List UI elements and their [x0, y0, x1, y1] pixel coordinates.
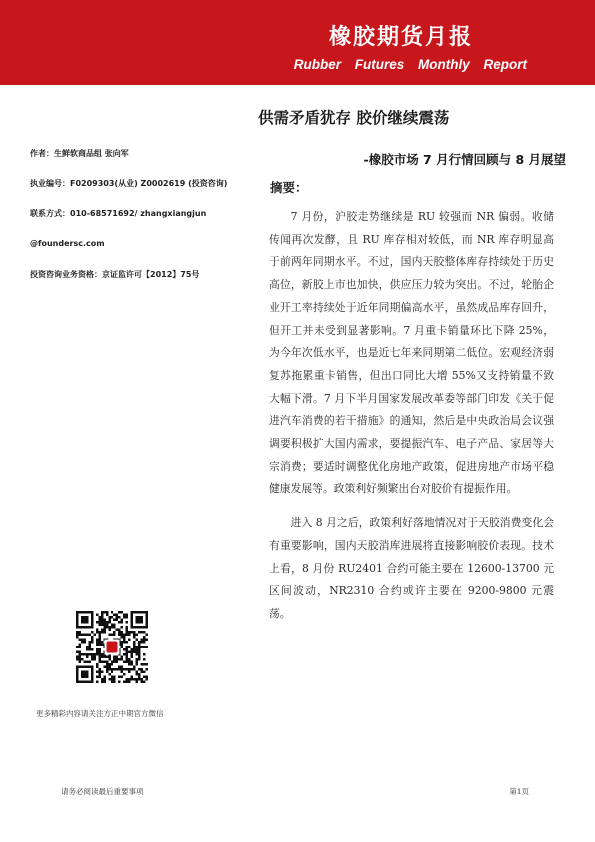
page-subtitle: -橡胶市场 7 月行情回顾与 8 月展望 [363, 152, 566, 167]
report-title-en: Rubber Futures Monthly Report [293, 57, 527, 72]
page-number: 第1页 [509, 787, 529, 796]
qr-caption: 更多精彩内容请关注方正中期官方微信 [36, 709, 164, 718]
header-banner [0, 0, 595, 85]
contact-line: 联系方式：010-68571692/ zhangxiangjun [30, 209, 207, 218]
page-title: 供需矛盾犹存 胶价继续震荡 [258, 109, 450, 127]
abstract-body [269, 206, 554, 637]
abstract-label: 摘要： [270, 180, 308, 195]
author-line: 作者：生鲜软商品组 张向军 [30, 149, 129, 158]
qualification-line: 投资咨询业务资格：京证监许可【2012】75号 [30, 270, 200, 279]
abstract-paragraph: 进入 8 月之后，政策利好落地情况对于天胶消费变化会有重要影响，国内天胶消库进展将直接影响胶价表现。技术上看，8 月份 RU2401 合约可能主要在 12600-13700 元区间波动，NR2310 合约或许主要在 9200-9800 元震荡。 [269, 516, 554, 620]
license-line: 执业编号：F0209303(从业) Z0002619 (投资咨询) [30, 179, 228, 188]
report-title-cn: 橡胶期货月报 [328, 25, 473, 50]
email-line[interactable]: @foundersc.com [30, 239, 105, 248]
abstract-paragraph: 7 月份，沪胶走势继续是 RU 较强而 NR 偏弱。收储传闻再次发酵，且 RU 库存相对较低，而 NR 库存明显高于前两年同期水平。不过，国内天胶整体库存持续处于历史高位，新胶上市也加快，供应压力较为突出。不过，轮胎企业开工率持续处于近年同期偏高水平，虽然成品库存回升，但开工并未受到显著影响。7 月重卡销量环比下降 25%，为今年次低水平，也是近七年来同期第二低位。宏观经济弱复苏拖累重卡销售，但出口同比大增 55%又支持销量不致大幅下滑。7 月下半月国家发展改革委等部门印发《关于促进汽车消费的若干措施》的通知，然后是中央政治局会议强调要积极扩大国内需求，要提振汽车、电子产品、家居等大宗消费；要适时调整优化房地产政策，促进房地产市场平稳健康发展等。政策利好频繁出台对胶价有提振作用。 [269, 210, 554, 496]
footer-disclaimer: 请务必阅读最后重要事项 [61, 787, 144, 796]
qr-code-icon [76, 611, 148, 683]
